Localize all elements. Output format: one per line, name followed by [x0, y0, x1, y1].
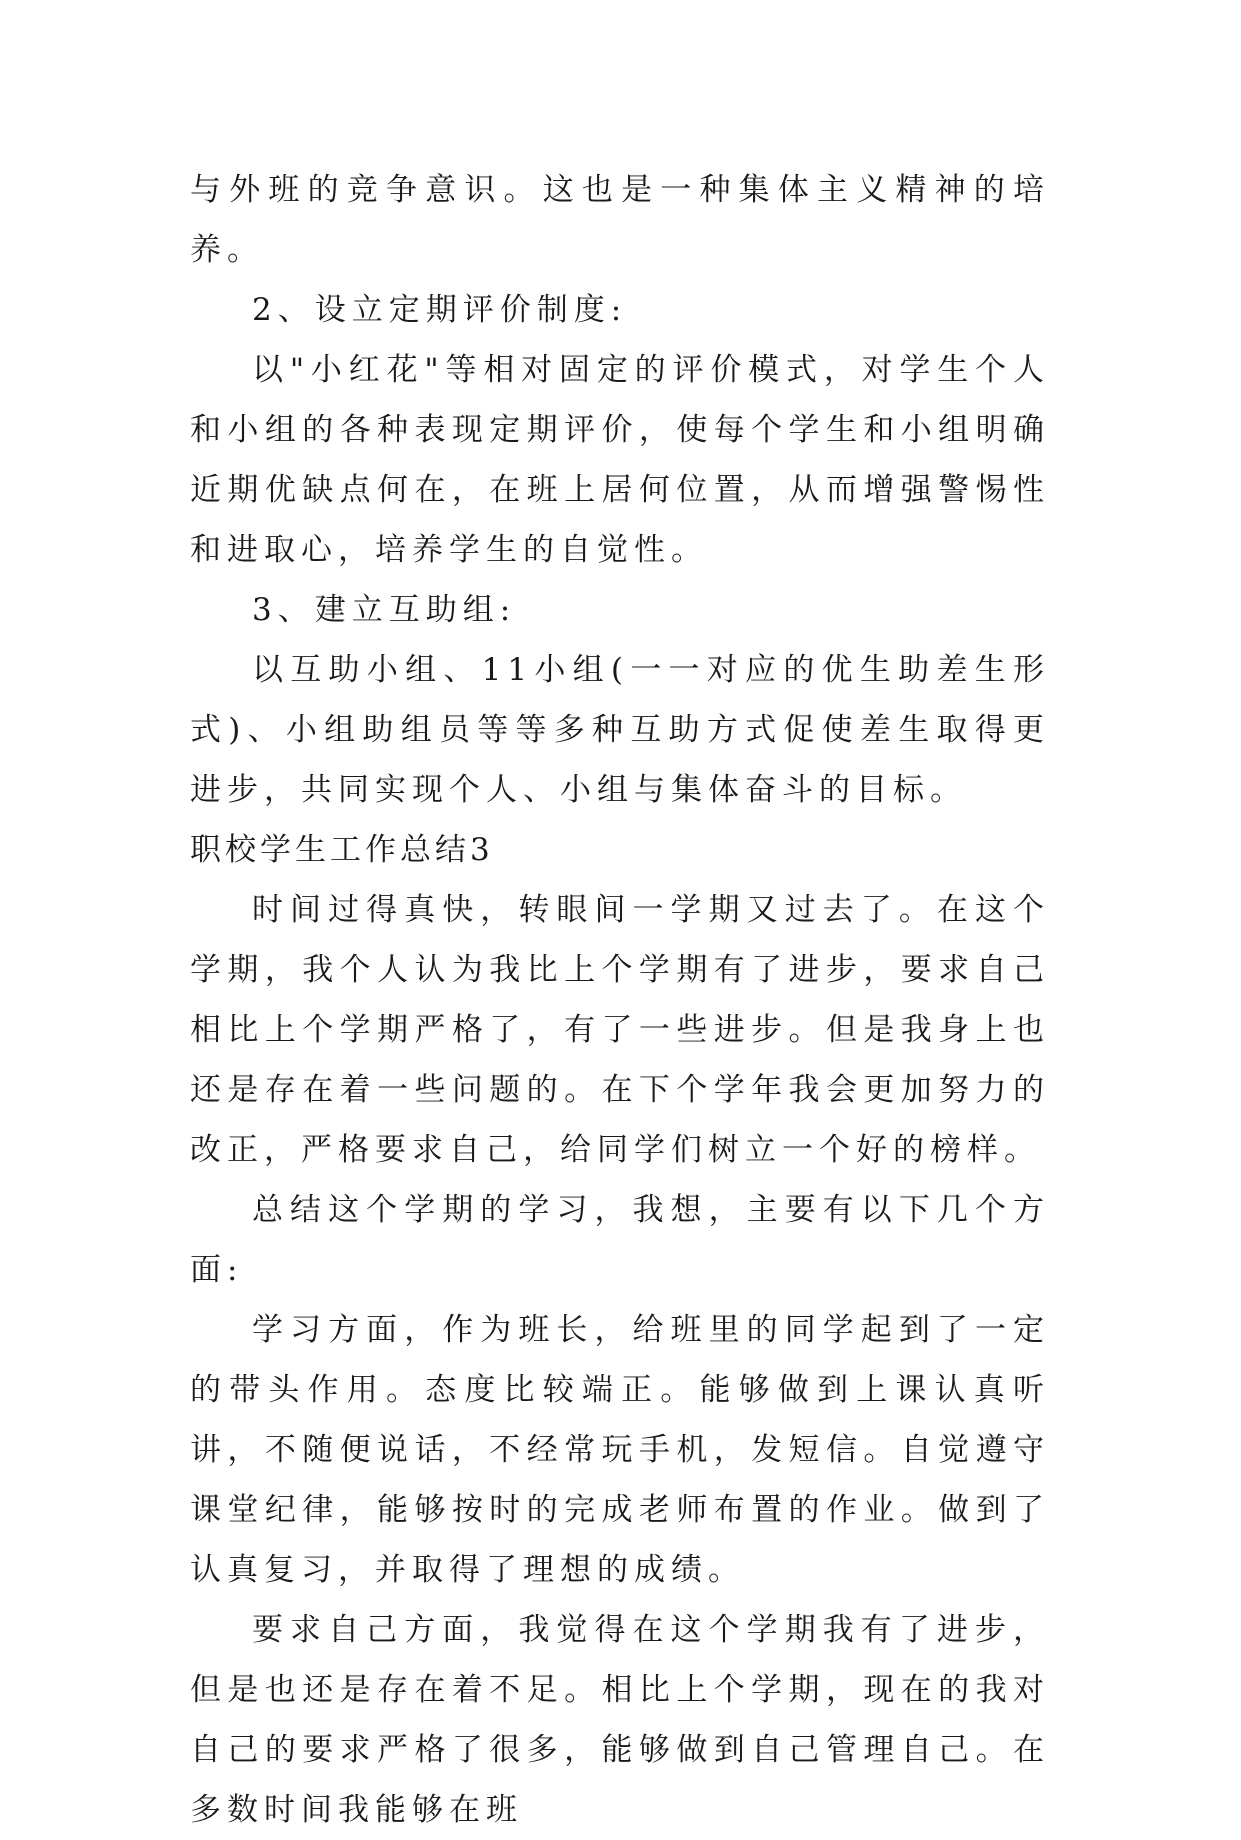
paragraph-4-list-item: 3、建立互助组:	[252, 592, 517, 628]
paragraph-5: 以互助小组、11小组(一一对应的优生助差生形式)、小组助组员等等多种互助方式促使差生取得更进步，共同实现个人、小组与集体奋斗的目标。	[190, 652, 1050, 808]
paragraph-3: 以"小红花"等相对固定的评价模式，对学生个人和小组的各种表现定期评价，使每个学生和小组明确近期优缺点何在，在班上居何位置，从而增强警惕性和进取心，培养学生的自觉性。	[190, 352, 1050, 568]
paragraph-2-list-item: 2、设立定期评价制度:	[252, 292, 628, 328]
paragraph-9: 学习方面，作为班长，给班里的同学起到了一定的带头作用。态度比较端正。能够做到上课认真听讲，不随便说话，不经常玩手机，发短信。自觉遵守课堂纪律，能够按时的完成老师布置的作业。做到了认真复习，并取得了理想的成绩。	[190, 1312, 1050, 1588]
paragraph-7: 时间过得真快，转眼间一学期又过去了。在这个学期，我个人认为我比上个学期有了进步，要求自己相比上个学期严格了，有了一些进步。但是我身上也还是存在着一些问题的。在下个学年我会更加努力的改正，严格要求自己，给同学们树立一个好的榜样。	[190, 892, 1050, 1168]
paragraph-10: 要求自己方面，我觉得在这个学期我有了进步，但是也还是存在着不足。相比上个学期，现在的我对自己的要求严格了很多，能够做到自己管理自己。在多数时间我能够在班	[190, 1612, 1050, 1828]
document-body	[190, 160, 1050, 1840]
paragraph-8: 总结这个学期的学习，我想，主要有以下几个方面:	[190, 1192, 1050, 1288]
paragraph-1: 与外班的竞争意识。这也是一种集体主义精神的培养。	[190, 172, 1050, 268]
section-heading: 职校学生工作总结3	[190, 832, 494, 868]
